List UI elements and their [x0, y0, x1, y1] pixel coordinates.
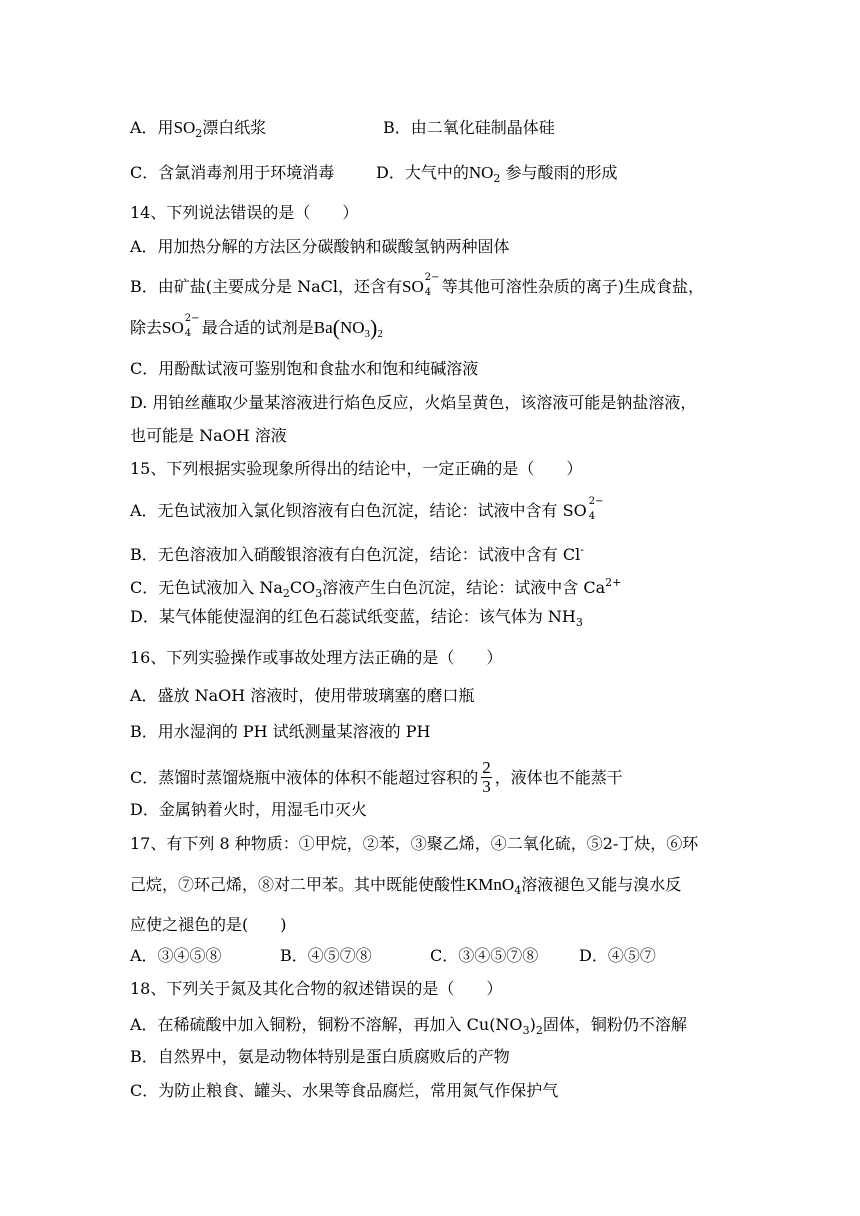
q14-option-c: C．用酚酞试液可鉴别饱和食盐水和饱和纯碱溶液 — [130, 359, 479, 378]
q18-option-b: B．自然界中，氨是动物体特别是蛋白质腐败后的产物 — [130, 1047, 510, 1066]
q14-option-b: B．由矿盐(主要成分是 NaCl，还含有SO 2− 4 等其他可溶性杂质的离子)生成食盐， — [130, 272, 704, 298]
q14-stem: 14、下列说法错误的是（ ） — [130, 203, 359, 222]
q15-option-c: C．无色试液加入 $Na_2CO_3$溶液产生白色沉淀，结论：试液中含 $Ca^{2+}$ — [130, 576, 622, 600]
q17-option-d: D．④⑤⑦ — [579, 946, 656, 965]
q17-option-b: B．④⑤⑦⑧ — [280, 946, 372, 965]
q17-stem-line1: 17、有下列 8 种物质：①甲烷，②苯，③聚乙烯，④二氧化硫，⑤2-丁炔，⑥环 — [130, 834, 699, 853]
q16-option-b: B．用水湿润的 PH 试纸测量某溶液的 PH — [130, 722, 431, 741]
q16-stem: 16、下列实验操作或事故处理方法正确的是（ ） — [130, 648, 503, 667]
q17-option-a: A．③④⑤⑧ — [130, 946, 222, 965]
q13-option-d: D．大气中的$NO_2$ 参与酸雨的形成 — [376, 163, 618, 185]
q17-stem-line2: 己烷，⑦环己烯，⑧对二甲苯。其中既能使酸性KMnO$_4$溶液褪色又能与溴水反 — [130, 875, 682, 897]
q14-option-d: D. 用铂丝蘸取少量某溶液进行焰色反应，火焰呈黄色，该溶液可能是钠盐溶液， — [130, 393, 697, 412]
q18-option-a: A．在稀硫酸中加入铜粉，铜粉不溶解，再加入 $Cu(NO_3)_2$固体，铜粉仍不溶解 — [130, 1015, 687, 1037]
q14-option-b-line2: 除去SO 2− 4 最合适的试剂是$Ba(NO_3)_2$ — [130, 313, 383, 340]
q18-stem: 18、下列关于氮及其化合物的叙述错误的是（ ） — [130, 979, 503, 998]
fraction: $\frac{2}{3}$ — [482, 758, 491, 796]
q17-option-c: C．③④⑤⑦⑧ — [430, 946, 539, 965]
q16-option-a: A．盛放 NaOH 溶液时，使用带玻璃塞的磨口瓶 — [130, 686, 475, 705]
q14-option-d-line2: 也可能是 NaOH 溶液 — [130, 426, 287, 445]
q17-stem-line3: 应使之褪色的是( ) — [130, 915, 287, 934]
q15-option-b: B．无色溶液加入硝酸银溶液有白色沉淀，结论：试液中含有 Cl- — [130, 543, 584, 564]
q13-option-a: A．用$SO_2$漂白纸浆 — [130, 118, 267, 140]
q14-reagent: $Ba(NO_3)_2$ — [313, 315, 383, 340]
q14-option-a: A．用加热分解的方法区分碳酸钠和碳酸氢钠两种固体 — [130, 237, 510, 256]
q18-option-c: C．为防止粮食、罐头、水果等食品腐烂，常用氮气作保护气 — [130, 1081, 559, 1100]
q15-stem: 15、下列根据实验现象所得出的结论中，一定正确的是（ ） — [130, 459, 583, 478]
q15-option-d: D．某气体能使湿润的红色石蕊试纸变蓝，结论：该气体为 $NH_3$ — [130, 607, 583, 629]
q16-option-d: D．金属钠着火时，用湿毛巾灭火 — [130, 800, 367, 819]
q15-option-a: A．无色试液加入氯化钡溶液有白色沉淀，结论：试液中含有 SO 2− 4 — [130, 496, 604, 522]
q13-option-c: C．含氯消毒剂用于环境消毒 — [130, 163, 335, 182]
q16-option-c: C．蒸馏时蒸馏烧瓶中液体的体积不能超过容积的 $\frac{2}{3}$ ，液体也不能蒸干 — [130, 758, 623, 796]
q13-option-b: B．由二氧化硅制晶体硅 — [383, 118, 555, 137]
